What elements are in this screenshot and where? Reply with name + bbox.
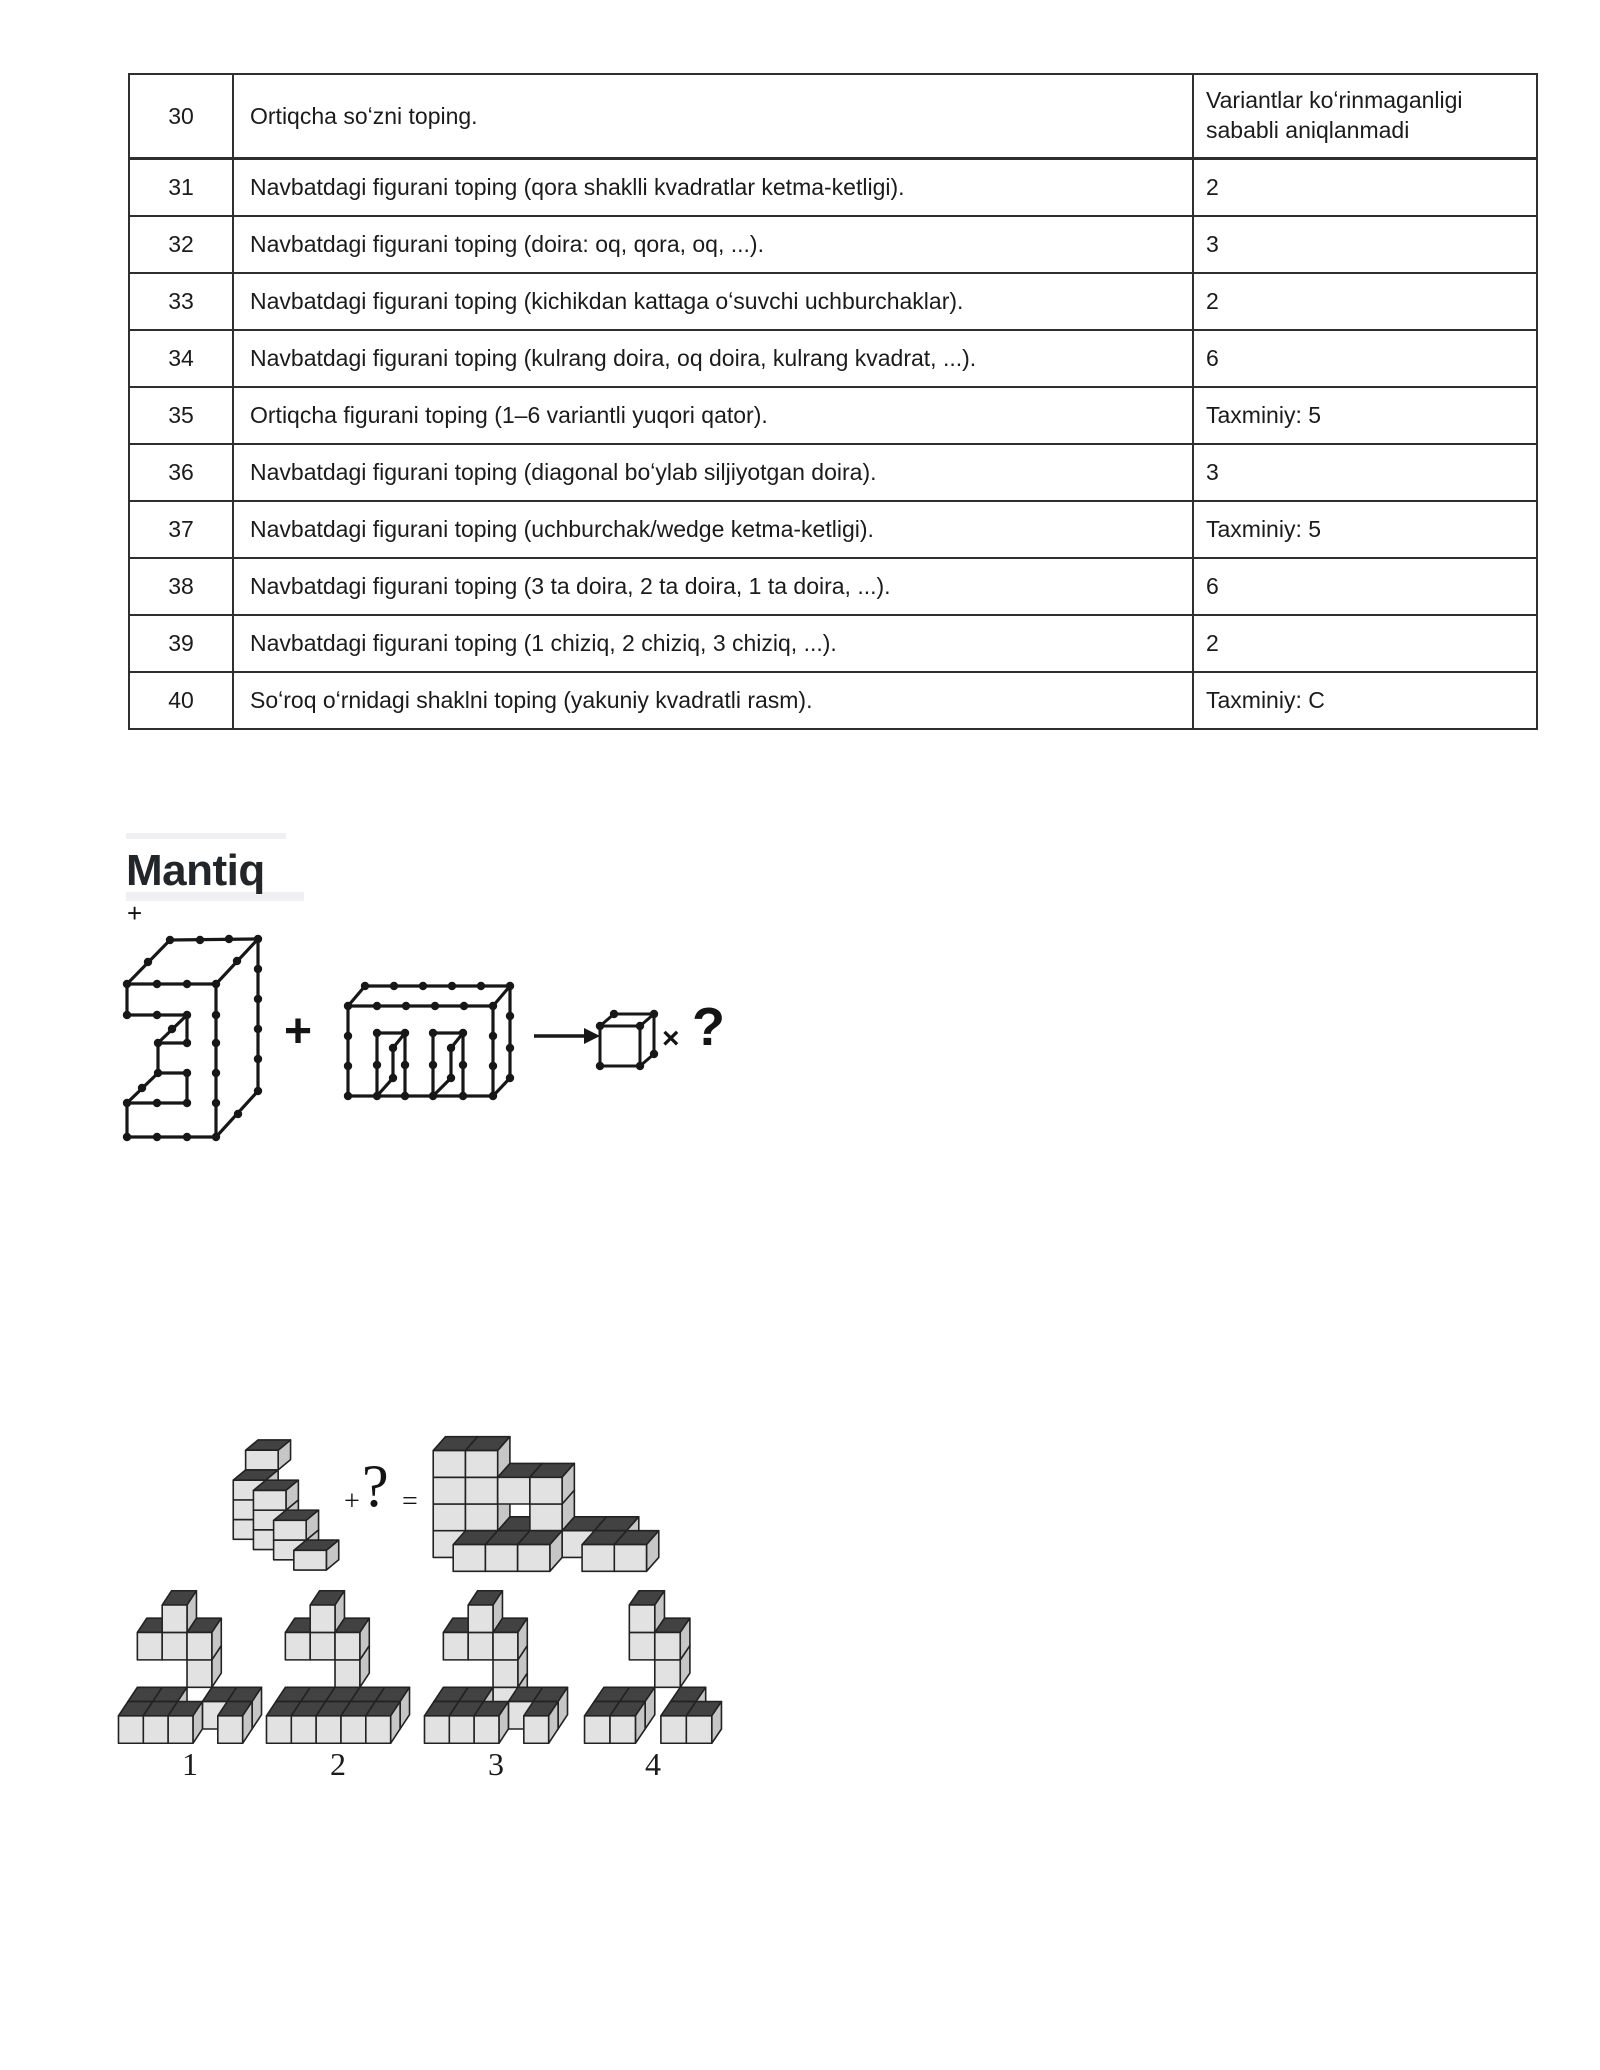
- table-row: [130, 559, 1536, 616]
- table-cell-number: 33: [130, 274, 234, 329]
- plus-mark-small: +: [127, 898, 143, 928]
- plus-sign: +: [344, 1486, 360, 1517]
- table-cell-number: 36: [130, 445, 234, 500]
- question-mark: ?: [362, 1453, 389, 1519]
- table-row: [130, 217, 1536, 274]
- option-label-3: 3: [488, 1746, 504, 1782]
- section-title: Mantiq: [126, 846, 265, 895]
- cube-figure-result: [430, 1434, 662, 1574]
- table-cell-number: 37: [130, 502, 234, 557]
- table-row: [130, 388, 1536, 445]
- table-cell-number: 40: [130, 673, 234, 728]
- table-cell-number: 38: [130, 559, 234, 614]
- cube-option-1: [116, 1588, 264, 1746]
- table-cell-answer: 2: [1206, 173, 1219, 200]
- multiply-sign: ×: [662, 1022, 680, 1055]
- table-cell-answer: 6: [1206, 344, 1219, 371]
- table-cell-description: Navbatdagi figurani toping (3 ta doira, 2 ta doira, 1 ta doira, ...).: [234, 559, 1194, 614]
- table-cell-answer: 2: [1206, 287, 1219, 314]
- cube-option-4: [582, 1588, 724, 1746]
- table-row: [130, 445, 1536, 502]
- dot-figure-m-prism: [345, 978, 515, 1100]
- table-cell-description: Soʻroq oʻrnidagi shaklni toping (yakuniy kvadratli rasm).: [234, 673, 1194, 728]
- cube-option-2: [264, 1588, 412, 1746]
- table-cell-answer: Taxminiy: 5: [1206, 401, 1322, 428]
- table-row: [130, 616, 1536, 673]
- plus-sign: +: [284, 1005, 313, 1058]
- table-row: [130, 502, 1536, 559]
- table-cell-answer: 3: [1206, 458, 1219, 485]
- equals-sign: =: [402, 1486, 418, 1517]
- table-cell-description: Navbatdagi figurani toping (doira: oq, qora, oq, ...).: [234, 217, 1194, 272]
- dot-unit-cube: [596, 1006, 660, 1070]
- table-cell-description: Navbatdagi figurani toping (kichikdan kattaga oʻsuvchi uchburchaklar).: [234, 274, 1194, 329]
- question-mark: ?: [692, 997, 725, 1057]
- table-row: [130, 160, 1536, 217]
- table-cell-number: 34: [130, 331, 234, 386]
- table-cell-description: Navbatdagi figurani toping (1 chiziq, 2 chiziq, 3 chiziq, ...).: [234, 616, 1194, 671]
- table-row: [130, 75, 1536, 160]
- table-row: [130, 673, 1536, 728]
- table-cell-number: 31: [130, 160, 234, 215]
- results-table: [128, 73, 1538, 730]
- table-cell-description: Navbatdagi figurani toping (uchburchak/wedge ketma-ketligi).: [234, 502, 1194, 557]
- dot-figure-e-prism: [118, 933, 268, 1145]
- option-label-2: 2: [330, 1746, 346, 1782]
- table-cell-answer: 6: [1206, 572, 1219, 599]
- heading-highlight-strip-top: [126, 833, 286, 839]
- table-cell-answer: 2: [1206, 629, 1219, 656]
- table-cell-number: 30: [130, 75, 234, 157]
- table-cell-description: Ortiqcha soʻzni toping.: [234, 75, 1194, 157]
- table-cell-description: Navbatdagi figurani toping (kulrang doira, oq doira, kulrang kvadrat, ...).: [234, 331, 1194, 386]
- table-cell-answer: Taxminiy: C: [1206, 686, 1325, 713]
- table-row: [130, 274, 1536, 331]
- table-cell-number: 39: [130, 616, 234, 671]
- option-label-1: 1: [182, 1746, 198, 1782]
- table-cell-answer: Taxminiy: 5: [1206, 515, 1322, 542]
- cube-option-3: [422, 1588, 570, 1746]
- table-cell-description: Ortiqcha figurani toping (1–6 variantli yuqori qator).: [234, 388, 1194, 443]
- cube-figure-question: [230, 1438, 342, 1572]
- table-row: [130, 331, 1536, 388]
- table-cell-answer: Variantlar koʻrinmaganligi sababli aniqlanmadi: [1206, 87, 1463, 143]
- table-cell-description: Navbatdagi figurani toping (qora shaklli kvadratlar ketma-ketligi).: [234, 160, 1194, 215]
- table-cell-number: 32: [130, 217, 234, 272]
- table-cell-number: 35: [130, 388, 234, 443]
- table-cell-description: Navbatdagi figurani toping (diagonal boʻylab siljiyotgan doira).: [234, 445, 1194, 500]
- arrow-right-icon: [532, 1024, 602, 1048]
- table-cell-answer: 3: [1206, 230, 1219, 257]
- option-label-4: 4: [645, 1746, 661, 1782]
